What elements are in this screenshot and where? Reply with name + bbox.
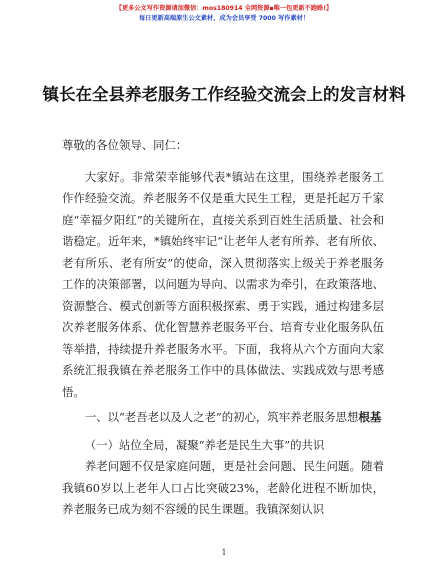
promo-banner-line-2: 每日更新高端原生公文素材，成为会员享受 7000 写作素材！ <box>138 15 310 22</box>
document-title: 镇长在全县养老服务工作经验交流会上的发言材料 <box>42 85 406 104</box>
section-heading-1 <box>62 407 384 429</box>
document-body <box>62 135 384 521</box>
promo-banner-line-1: 【更多公文写作资源请加微信：mos180914 全网资源▪唯一包更新不跑路!】 <box>115 5 333 12</box>
page-number: 1 <box>221 548 227 557</box>
paragraph-2: 养老问题不仅是家庭问题，更是社会问题、民生问题。随着我镇60岁以上老年人口占比突破23%，老龄化进程不断加快，养老服务已成为刻不容缓的民生课题。我镇深刻认识 <box>62 459 384 516</box>
paragraph-intro: 大家好。非常荣幸能够代表*镇站在这里，围绕养老服务工作作经验交流。养老服务不仅是重大民生工程，更是托起万千家庭“幸福夕阳红”的关键所在，直接关系到百姓生活质量、社会和谐稳定。近年来，*镇始终牢记“让老年人老有所养、老有所依、老有所乐、老有所安”的使命，深入贯彻落实上级关于养老服务工作的决策部署，以问题为导向、以需求为牵引，在政策落地、资源整合、模式创新等方面积极探索、勇于实践，通过构建多层次养老服务体系、优化智慧养老服务平台、培育专业化服务队伍等举措，持续提升养老服务水平。下面，我将从六个方面向大家系统汇报我镇在养老服务工作中的具体做法、实践成效与思考感悟。 <box>62 169 384 399</box>
section-heading-1-text: 一、以“老吾老以及人之老”的初心，筑牢养老服务思想 <box>84 410 359 424</box>
section-heading-1-tail: 根基 <box>358 410 382 424</box>
subsection-heading-1: （一）站位全局，凝聚“养老是民生大事”的共识 <box>84 437 325 452</box>
salutation: 尊敬的各位领导、同仁： <box>62 138 188 152</box>
promo-banner <box>0 4 448 24</box>
